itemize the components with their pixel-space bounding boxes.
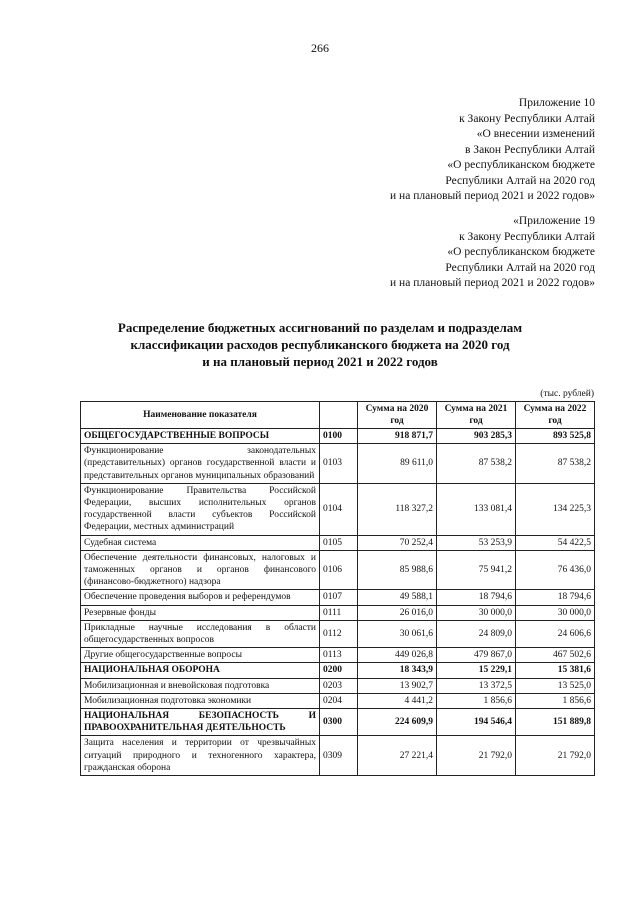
annex-current-reference	[390, 96, 595, 205]
title-line: Распределение бюджетных ассигнований по разделам и подразделам	[117, 320, 523, 335]
row-2022: 21 792,0	[516, 736, 595, 776]
row-code: 0300	[320, 709, 358, 736]
row-2021: 18 794,6	[437, 590, 516, 605]
table-row	[81, 483, 595, 535]
row-2022: 151 889,8	[516, 709, 595, 736]
row-code: 0100	[320, 429, 358, 444]
table-row	[81, 663, 595, 678]
table-row	[81, 550, 595, 590]
header-name: Наименование показателя	[81, 402, 320, 429]
row-2022: 24 606,6	[516, 620, 595, 647]
row-2020: 85 988,6	[358, 550, 437, 590]
row-code: 0104	[320, 483, 358, 535]
row-name: НАЦИОНАЛЬНАЯ БЕЗОПАСНОСТЬ И ПРАВООХРАНИТЕЛЬНАЯ ДЕЯТЕЛЬНОСТЬ	[81, 709, 320, 736]
row-code: 0111	[320, 605, 358, 620]
table-row	[81, 590, 595, 605]
row-name: Прикладные научные исследования в области общегосударственных вопросов	[81, 620, 320, 647]
annex-line: Республики Алтай на 2020 год	[445, 174, 595, 187]
table-header-row	[81, 402, 595, 429]
row-code: 0309	[320, 736, 358, 776]
row-2022: 18 794,6	[516, 590, 595, 605]
row-code: 0200	[320, 663, 358, 678]
row-2020: 224 609,9	[358, 709, 437, 736]
row-name: НАЦИОНАЛЬНАЯ ОБОРОНА	[81, 663, 320, 678]
row-code: 0106	[320, 550, 358, 590]
row-code: 0113	[320, 648, 358, 663]
annex-line: «О республиканском бюджете	[447, 246, 595, 258]
row-2020: 30 061,6	[358, 620, 437, 647]
row-2020: 13 902,7	[358, 678, 437, 693]
row-2021: 53 253,9	[437, 535, 516, 550]
unit-note: (тыс. рублей)	[540, 389, 594, 399]
page-number: 266	[311, 41, 329, 55]
row-2020: 118 327,2	[358, 483, 437, 535]
annex-line: в Закон Республики Алтай	[465, 143, 595, 156]
table-row	[81, 736, 595, 776]
row-code: 0203	[320, 678, 358, 693]
row-name: Мобилизационная подготовка экономики	[81, 693, 320, 708]
annex-line: к Закону Республики Алтай	[459, 230, 595, 243]
row-2022: 30 000,0	[516, 605, 595, 620]
row-2022: 54 422,5	[516, 535, 595, 550]
row-code: 0105	[320, 535, 358, 550]
annex-line: «О республиканском бюджете	[447, 159, 595, 171]
row-2022: 467 502,6	[516, 648, 595, 663]
row-2022: 893 525,8	[516, 429, 595, 444]
row-2022: 1 856,6	[516, 693, 595, 708]
table-row	[81, 620, 595, 647]
table-row	[81, 678, 595, 693]
table-row	[81, 535, 595, 550]
header-2021: Сумма на 2021 год	[437, 402, 516, 429]
row-name: Функционирование Правительства Российской Федерации, высших исполнительных органов государственной власти субъектов Российской Федерации, местных администраций	[81, 483, 320, 535]
row-2021: 75 941,2	[437, 550, 516, 590]
annex-line: и на плановый период 2021 и 2022 годов»	[390, 190, 595, 202]
document-title	[0, 319, 640, 370]
row-2022: 87 538,2	[516, 444, 595, 484]
row-code: 0103	[320, 444, 358, 484]
row-name: Резервные фонды	[81, 605, 320, 620]
row-name: Судебная система	[81, 535, 320, 550]
table-row	[81, 429, 595, 444]
annex-original-reference	[390, 214, 595, 292]
row-2021: 194 546,4	[437, 709, 516, 736]
row-2021: 903 285,3	[437, 429, 516, 444]
row-2022: 76 436,0	[516, 550, 595, 590]
row-name: Обеспечение проведения выборов и референдумов	[81, 590, 320, 605]
row-2020: 49 588,1	[358, 590, 437, 605]
table-row	[81, 605, 595, 620]
table-row	[81, 648, 595, 663]
row-2021: 30 000,0	[437, 605, 516, 620]
row-2020: 918 871,7	[358, 429, 437, 444]
row-2020: 449 026,8	[358, 648, 437, 663]
annex-line: и на плановый период 2021 и 2022 годов»	[390, 277, 595, 289]
title-line: классификации расходов республиканского бюджета на 2020 год	[130, 337, 510, 352]
row-name: Мобилизационная и вневойсковая подготовка	[81, 678, 320, 693]
budget-table	[80, 401, 595, 776]
row-2020: 70 252,4	[358, 535, 437, 550]
row-2022: 15 381,6	[516, 663, 595, 678]
row-2021: 13 372,5	[437, 678, 516, 693]
row-name: ОБЩЕГОСУДАРСТВЕННЫЕ ВОПРОСЫ	[81, 429, 320, 444]
row-name: Функционирование законодательных (представительных) органов государственной власти и представительных органов муниципальных образований	[81, 444, 320, 484]
row-2021: 24 809,0	[437, 620, 516, 647]
row-2021: 479 867,0	[437, 648, 516, 663]
row-name: Защита населения и территории от чрезвычайных ситуаций природного и техногенного характера, гражданская оборона	[81, 736, 320, 776]
annex-line: «О внесении изменений	[476, 128, 595, 140]
row-2021: 1 856,6	[437, 693, 516, 708]
row-2020: 26 016,0	[358, 605, 437, 620]
row-code: 0112	[320, 620, 358, 647]
row-code: 0107	[320, 590, 358, 605]
row-2020: 4 441,2	[358, 693, 437, 708]
row-2021: 87 538,2	[437, 444, 516, 484]
annex-line: к Закону Республики Алтай	[459, 112, 595, 125]
header-2020: Сумма на 2020 год	[358, 402, 437, 429]
row-name: Обеспечение деятельности финансовых, налоговых и таможенных органов и органов финансового (финансово-бюджетного) надзора	[81, 550, 320, 590]
annex-line: «Приложение 19	[513, 215, 595, 227]
annex-line: Республики Алтай на 2020 год	[445, 261, 595, 274]
row-2022: 134 225,3	[516, 483, 595, 535]
row-2021: 21 792,0	[437, 736, 516, 776]
row-2020: 89 611,0	[358, 444, 437, 484]
row-code: 0204	[320, 693, 358, 708]
row-2020: 27 221,4	[358, 736, 437, 776]
row-2021: 15 229,1	[437, 663, 516, 678]
row-name: Другие общегосударственные вопросы	[81, 648, 320, 663]
table-row	[81, 693, 595, 708]
table-row	[81, 444, 595, 484]
annex-line: Приложение 10	[518, 97, 595, 109]
table-row	[81, 709, 595, 736]
row-2020: 18 343,9	[358, 663, 437, 678]
row-2022: 13 525,0	[516, 678, 595, 693]
header-2022: Сумма на 2022 год	[516, 402, 595, 429]
header-code	[320, 402, 358, 429]
title-line: и на плановый период 2021 и 2022 годов	[202, 354, 438, 369]
row-2021: 133 081,4	[437, 483, 516, 535]
